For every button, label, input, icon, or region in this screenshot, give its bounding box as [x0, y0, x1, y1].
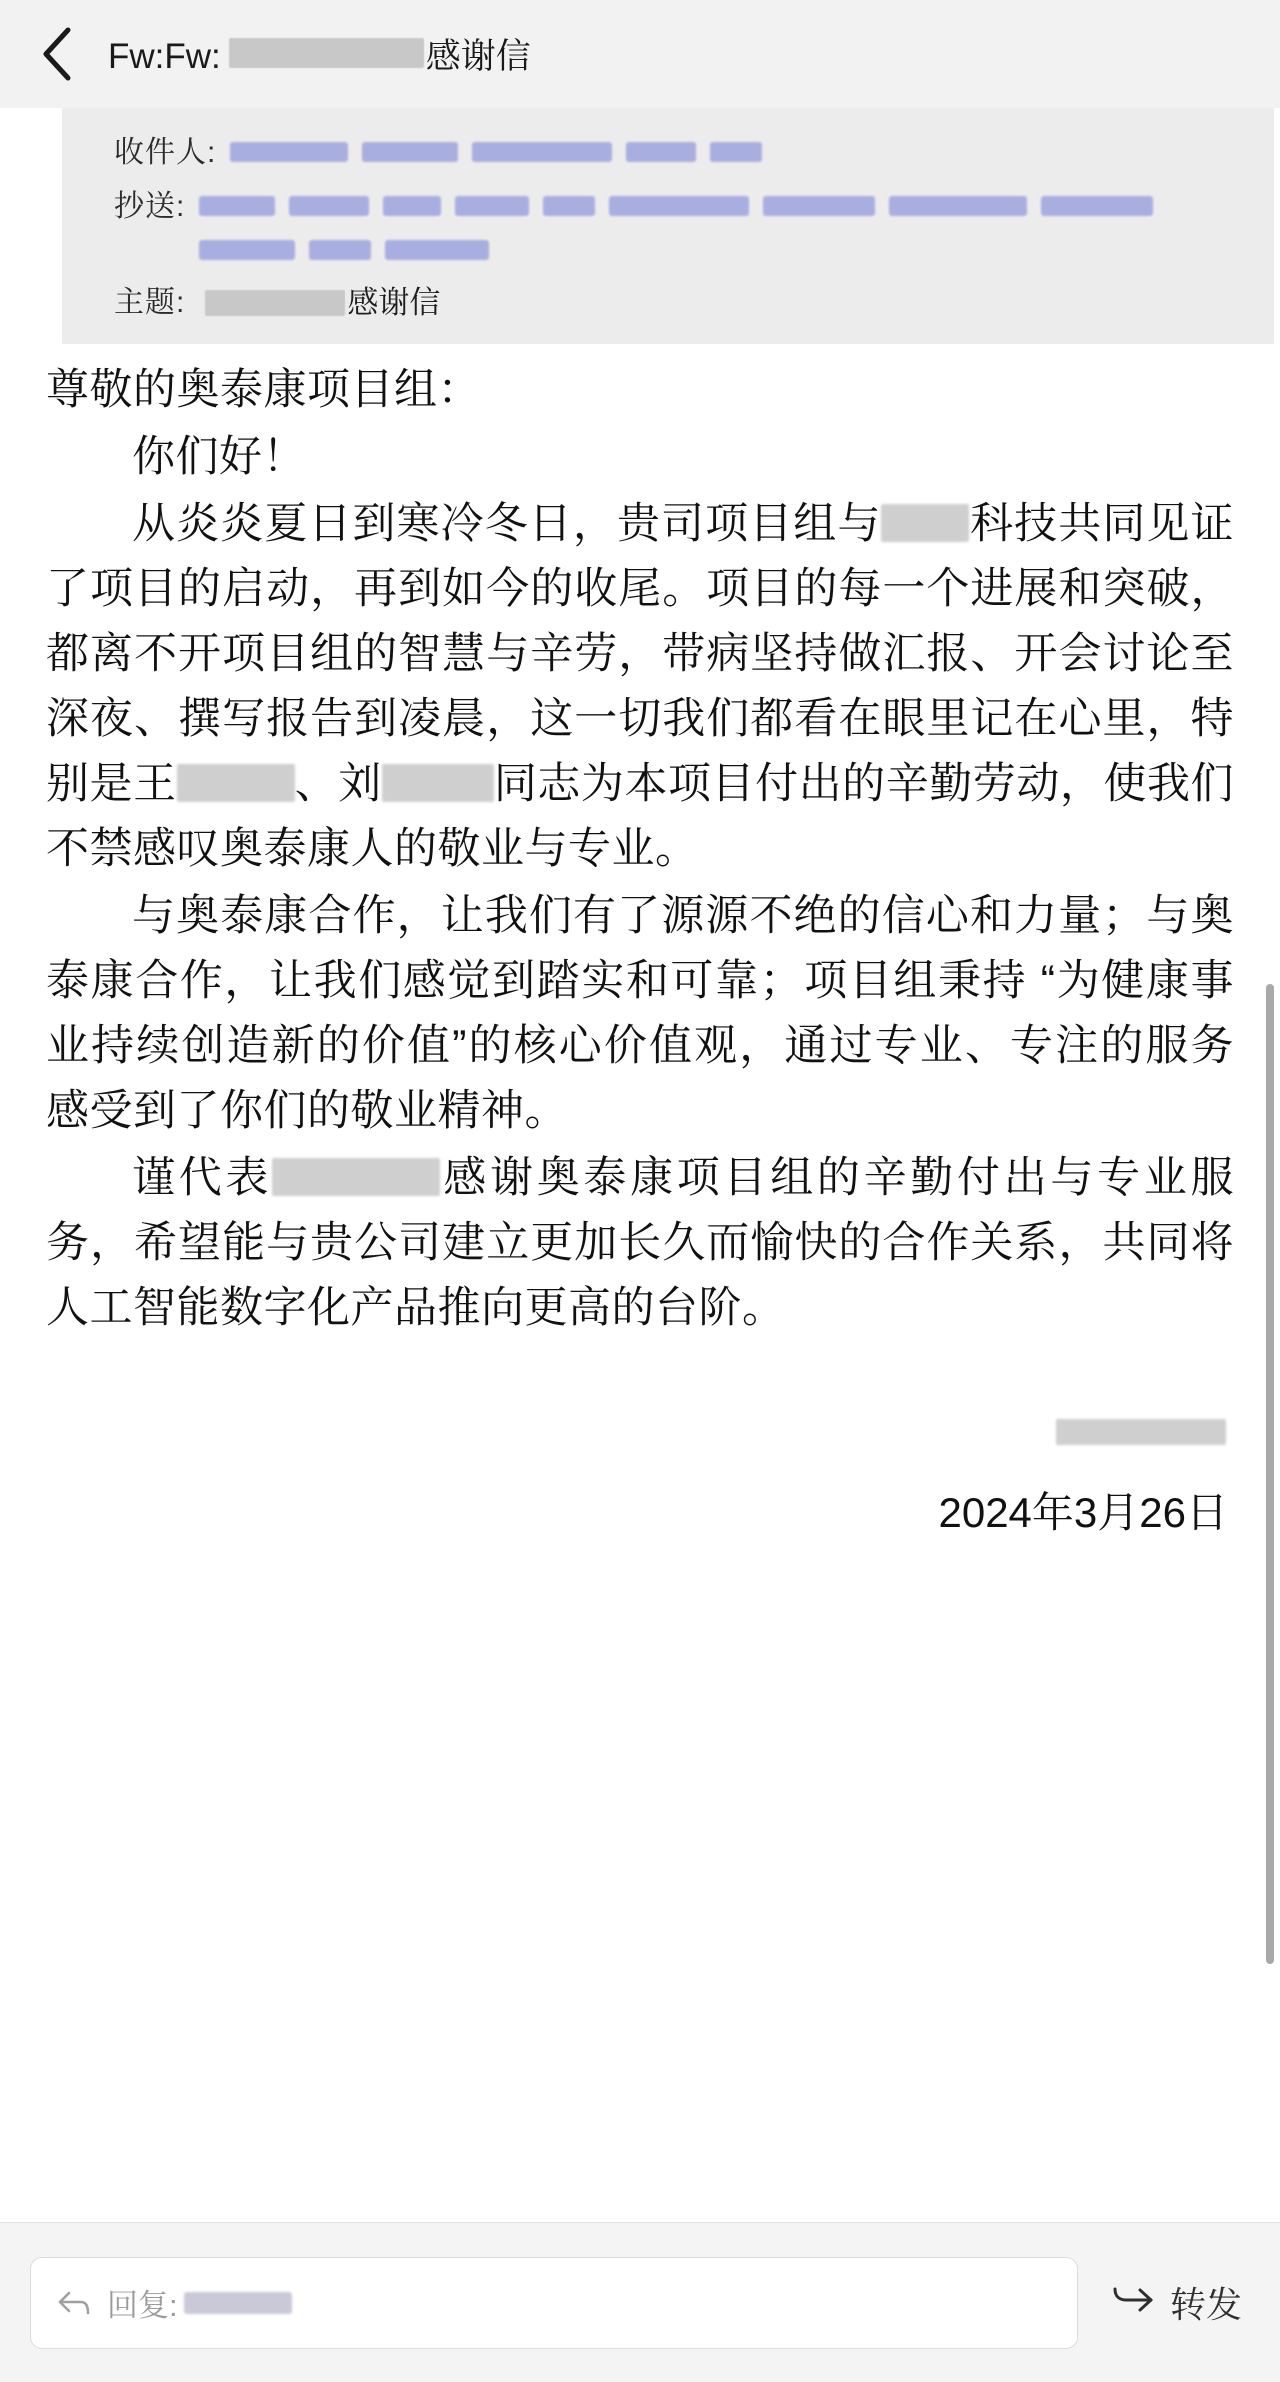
page-title-prefix: Fw:Fw: — [108, 37, 221, 76]
cc-chip[interactable] — [543, 196, 595, 216]
letter-p3-part-b: 感谢奥泰康项目组的辛勤付出与专业服务，希望能与贵公司建立更加长久而愉快的合作关系，共同将人工智能数字化产品推向更高的台阶。 — [46, 1154, 1235, 1332]
page-title — [108, 29, 531, 79]
recipient-chip[interactable] — [626, 142, 696, 162]
recipients-label: 收件人: — [114, 136, 217, 169]
cc-label: 抄送: — [114, 190, 186, 223]
letter-p1-part-a: 从炎炎夏日到寒冷冬日，贵司项目组与 — [132, 500, 882, 548]
cc-chip[interactable] — [889, 196, 1027, 216]
letter-p1-part-d: 同志为本项目付出的辛勤劳动，使我们不禁感叹奥泰康人的敬业与专业。 — [46, 760, 1235, 873]
cc-chip[interactable] — [1041, 196, 1153, 216]
cc-row — [62, 184, 1274, 272]
cc-chip[interactable] — [763, 196, 875, 216]
cc-chip[interactable] — [199, 196, 275, 216]
bottom-action-bar — [0, 2222, 1280, 2382]
cc-chip[interactable] — [199, 240, 295, 260]
subject-value — [185, 280, 1224, 326]
reply-input[interactable] — [30, 2257, 1078, 2349]
redacted-signature — [1056, 1419, 1226, 1445]
letter-date: 2024年3月26日 — [938, 1489, 1228, 1536]
letter-p3-part-a: 谨代表 — [132, 1154, 273, 1202]
recipients-values[interactable] — [216, 130, 1224, 174]
cc-chip[interactable] — [309, 240, 371, 260]
recipient-chip[interactable] — [710, 142, 762, 162]
app-header — [0, 0, 1280, 108]
reply-arrow-icon — [57, 2289, 91, 2317]
letter-paragraph-1 — [46, 492, 1234, 882]
redacted-company-name-2 — [272, 1158, 440, 1196]
subject-label: 主题: — [114, 286, 186, 319]
cc-values[interactable] — [185, 184, 1224, 272]
letter-signature — [46, 1419, 1234, 1450]
recipient-chip[interactable] — [230, 142, 348, 162]
redacted-person-name-1 — [177, 764, 295, 802]
recipients-row — [62, 130, 1274, 176]
letter-paragraph-2: 与奥泰康合作，让我们有了源源不绝的信心和力量；与奥泰康合作，让我们感觉到踏实和可靠；项目组秉持 “为健康事业持续创造新的价值”的核心价值观，通过专业、专注的服务感受到了你们的敬业精神。 — [46, 892, 1235, 1135]
redacted-title-part — [229, 38, 424, 68]
subject-row — [62, 280, 1274, 326]
mail-meta-panel — [62, 108, 1274, 344]
letter-p1-part-b: 科技共同见证了项目的启动，再到如今的收尾。项目的每一个进展和突破，都离不开项目组的智慧与辛劳，带病坚持做汇报、开会讨论至深夜、撰写报告到凌晨，这一切我们都看在眼里记在心里，特别是王 — [46, 500, 1235, 808]
subject-text: 感谢信 — [347, 285, 441, 320]
forward-label: 转发 — [1169, 2284, 1242, 2325]
back-button[interactable] — [28, 25, 86, 83]
cc-chip[interactable] — [383, 196, 441, 216]
vertical-scrollbar[interactable] — [1266, 984, 1274, 1964]
forward-arrow-icon — [1112, 2285, 1154, 2320]
letter-p1-part-c: 、刘 — [294, 760, 382, 808]
forward-button[interactable] — [1112, 2277, 1250, 2328]
redacted-company-name — [881, 504, 969, 542]
letter-paragraph-3 — [46, 1146, 1234, 1341]
redacted-reply-recipient — [184, 2292, 292, 2314]
mail-body — [0, 344, 1280, 2222]
redacted-subject-part — [205, 290, 345, 316]
page-title-suffix: 感谢信 — [425, 37, 531, 76]
cc-chip[interactable] — [609, 196, 749, 216]
chevron-left-icon — [40, 26, 74, 82]
letter-salutation: 尊敬的奥泰康项目组： — [46, 366, 481, 414]
cc-chip[interactable] — [289, 196, 369, 216]
cc-chip[interactable] — [455, 196, 529, 216]
cc-chip[interactable] — [385, 240, 489, 260]
redacted-person-name-2 — [382, 764, 494, 802]
recipient-chip[interactable] — [362, 142, 458, 162]
reply-placeholder — [107, 2280, 292, 2325]
letter-greeting: 你们好！ — [132, 433, 306, 481]
reply-label: 回复: — [107, 2288, 178, 2323]
recipient-chip[interactable] — [472, 142, 612, 162]
